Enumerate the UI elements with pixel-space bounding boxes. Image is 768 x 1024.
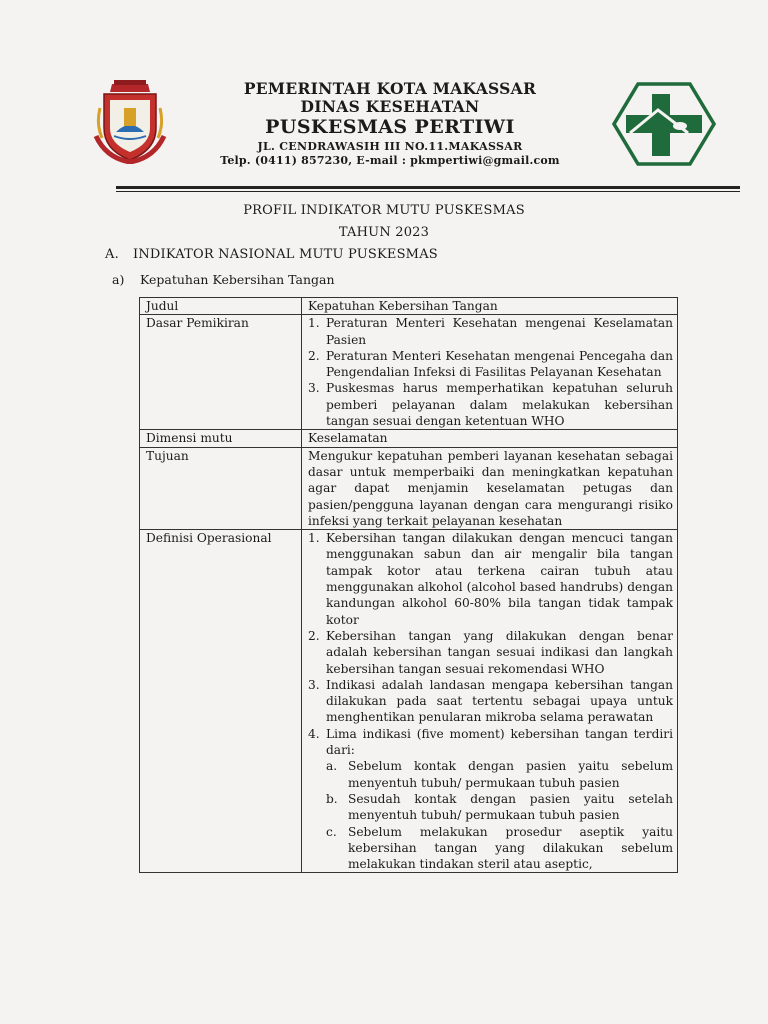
list-text: Kebersihan tangan dilakukan dengan mencuci tangan menggunakan sabun dan air mengalir bila tangan tampak kotor atau terkena cairan tubuh atau menggunakan alkohol (alcohol based handrubs) dengan kandungan alkohol 60-80% bila tangan tidak tampak kotor	[326, 531, 673, 627]
sub-list-letter: c.	[326, 824, 337, 839]
subsection-number: a)	[112, 272, 125, 287]
list-number: 3.	[308, 381, 320, 396]
indicator-profile-table	[139, 297, 678, 873]
table-row-dimensi-mutu	[140, 430, 678, 447]
list-text: Indikasi adalah landasan mengapa kebersihan tangan dilakukan pada saat tertentu sebagai upaya untuk menghentikan penularan mikroba selama perawatan	[326, 677, 673, 725]
puskesmas-logo-icon	[612, 82, 716, 166]
list-item	[308, 677, 673, 726]
list-number: 2.	[308, 348, 320, 363]
list-text: Peraturan Menteri Kesehatan mengenai Pencegaha dan Pengendalian Infeksi di Fasilitas Pelayanan Kesehatan	[326, 348, 673, 380]
sub-list-text: Sesudah kontak dengan pasien yaitu setelah menyentuh tubuh/ permukaan tubuh pasien	[348, 791, 673, 823]
row-key: Dasar Pemikiran	[140, 315, 302, 430]
letterhead-rule-thick	[116, 186, 740, 189]
letterhead-text	[200, 80, 580, 168]
sub-list-item	[326, 758, 673, 791]
list-number: 3.	[308, 677, 320, 692]
list-item	[308, 348, 673, 381]
table-row-tujuan	[140, 447, 678, 529]
definisi-list	[308, 530, 673, 872]
row-key: Tujuan	[140, 447, 302, 529]
row-value: Kepatuhan Kebersihan Tangan	[302, 298, 678, 315]
dasar-list	[308, 315, 673, 429]
document-title: PROFIL INDIKATOR MUTU PUSKESMAS	[243, 203, 525, 218]
list-item	[308, 530, 673, 628]
subsection-heading	[112, 272, 335, 287]
department-name: DINAS KESEHATAN	[300, 97, 480, 116]
list-number: 4.	[308, 726, 320, 741]
section-number: A.	[105, 247, 119, 262]
table-row-dasar-pemikiran	[140, 315, 678, 430]
institution-name: PUSKESMAS PERTIWI	[265, 116, 515, 138]
letterhead-rule-thin	[116, 191, 740, 192]
government-name: PEMERINTAH KOTA MAKASSAR	[243, 79, 537, 98]
list-number: 1.	[308, 316, 320, 331]
list-item	[308, 380, 673, 429]
row-value: Keselamatan	[302, 430, 678, 447]
document-year: TAHUN 2023	[338, 225, 430, 240]
row-value: Mengukur kepatuhan pemberi layanan kesehatan sebagai dasar untuk memperbaiki dan meningkatkan kepatuhan agar dapat menjamin keselamatan petugas dan pasien/pengguna layanan dengan cara mengurangi risiko infeksi yang terkait pelayanan kesehatan	[302, 447, 678, 529]
address: JL. CENDRAWASIH III NO.11.MAKASSAR	[257, 140, 523, 153]
five-moment-list	[326, 758, 673, 872]
sub-list-item	[326, 824, 673, 873]
contact-info: Telp. (0411) 857230, E-mail : pkmpertiwi@gmail.com	[220, 154, 560, 167]
sub-list-item	[326, 791, 673, 824]
section-heading	[105, 247, 438, 262]
row-key: Definisi Operasional	[140, 530, 302, 873]
row-value	[302, 315, 678, 430]
row-value	[302, 530, 678, 873]
list-text: Puskesmas harus memperhatikan kepatuhan seluruh pemberi pelayanan dalam melakukan kebersihan tangan sesuai dengan ketentuan WHO	[326, 381, 673, 429]
list-text: Lima indikasi (five moment) kebersihan tangan terdiri dari:	[326, 726, 673, 758]
sub-list-text: Sebelum melakukan prosedur aseptik yaitu kebersihan tangan yang dilakukan sebelum melakukan tindakan steril atau aseptic,	[348, 824, 673, 872]
list-text: Kebersihan tangan yang dilakukan dengan benar adalah kebersihan tangan sesuai indikasi dan langkah kebersihan tangan sesuai rekomendasi WHO	[326, 628, 673, 676]
row-key: Judul	[140, 298, 302, 315]
section-label: INDIKATOR NASIONAL MUTU PUSKESMAS	[133, 247, 438, 262]
table-row-judul	[140, 298, 678, 315]
list-item	[308, 315, 673, 348]
sub-list-letter: a.	[326, 759, 338, 774]
row-key: Dimensi mutu	[140, 430, 302, 447]
list-number: 1.	[308, 531, 320, 546]
subsection-label: Kepatuhan Kebersihan Tangan	[140, 272, 335, 287]
letterhead	[0, 0, 768, 200]
sub-list-text: Sebelum kontak dengan pasien yaitu sebelum menyentuh tubuh/ permukaan tubuh pasien	[348, 759, 673, 790]
list-item	[308, 726, 673, 873]
list-item	[308, 628, 673, 677]
makassar-city-emblem-icon	[92, 78, 168, 164]
sub-list-letter: b.	[326, 791, 338, 806]
list-text: Peraturan Menteri Kesehatan mengenai Keselamatan Pasien	[326, 316, 673, 347]
list-number: 2.	[308, 628, 320, 643]
table-row-definisi-operasional	[140, 530, 678, 873]
